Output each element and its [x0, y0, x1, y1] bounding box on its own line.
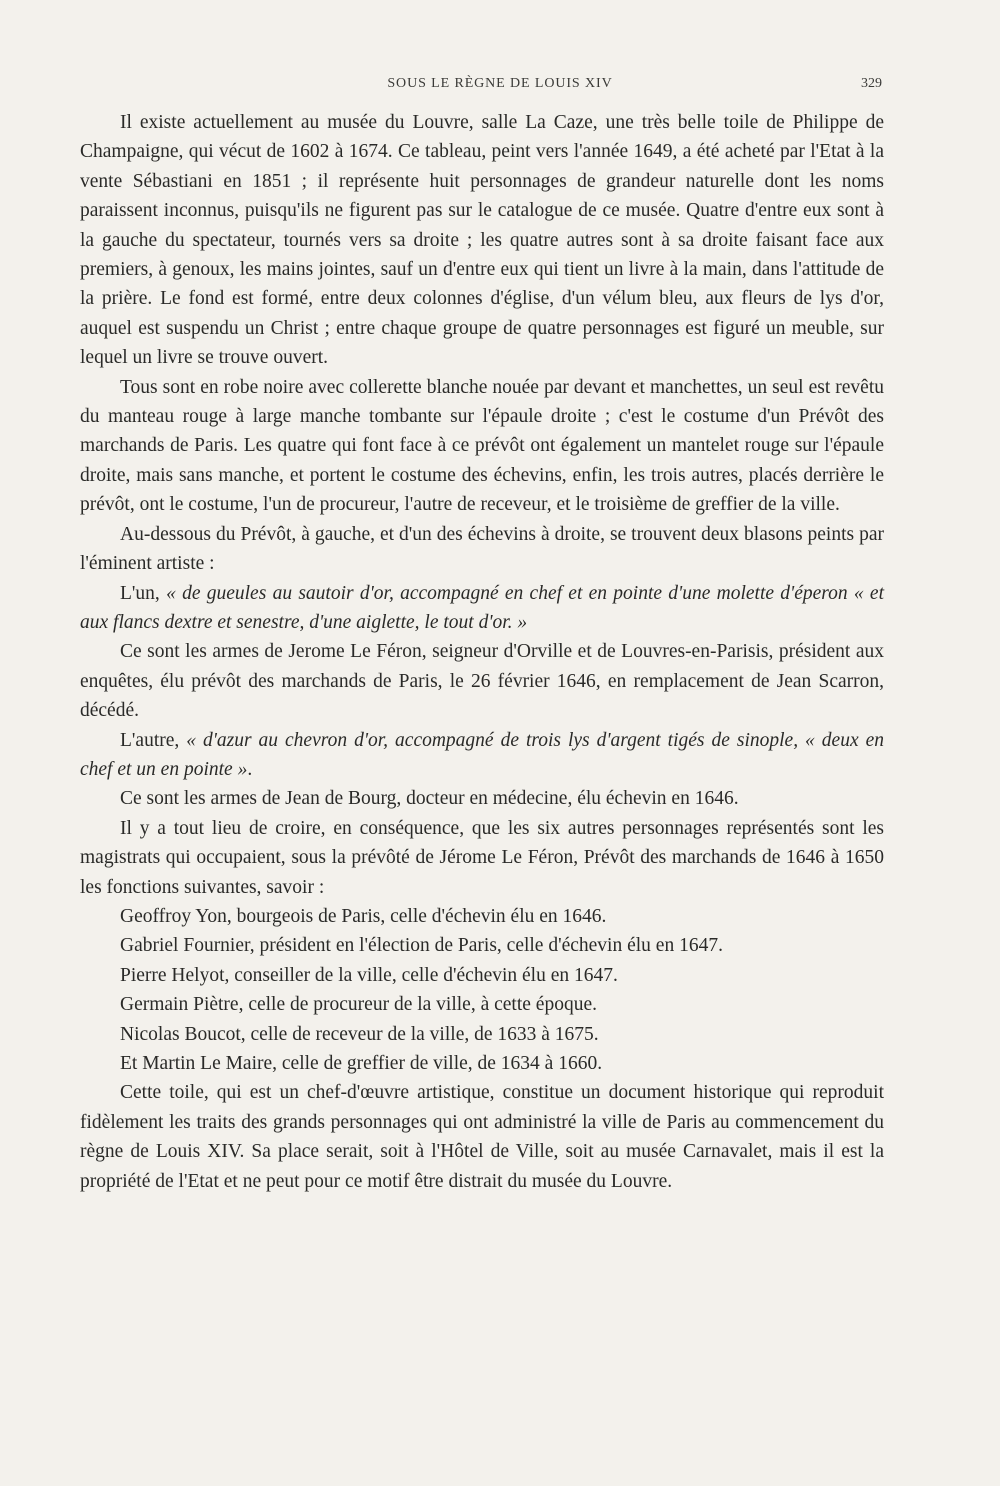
blazon-first-lead: L'un, — [120, 582, 167, 604]
paragraph-conclusion: Cette toile, qui est un chef-d'œuvre artistique, constitue un document historique qui reproduit fidèlement les traits des grands personnages qui ont administré la ville de Paris au commencement du règne de Louis XIV. Sa place serait, soit à l'Hôtel de Ville, soit au musée Carnavalet, mais il est la propriété de l'Etat et ne peut pour ce motif être distrait du musée du Louvre. — [80, 1082, 884, 1192]
blazon-second-tail: . — [247, 758, 253, 780]
list-item: Geoffroy Yon, bourgeois de Paris, celle d'échevin élu en 1646. — [120, 905, 607, 927]
running-head — [0, 76, 1000, 98]
list-item: Germain Piètre, celle de procureur de la ville, à cette époque. — [120, 994, 597, 1016]
running-title: SOUS LE RÈGNE DE LOUIS XIV — [387, 76, 613, 91]
paragraph-blazon-second — [80, 726, 884, 785]
list-item: Gabriel Fournier, président en l'élection de Paris, celle d'échevin élu en 1647. — [120, 935, 723, 957]
list-item: Pierre Helyot, conseiller de la ville, celle d'échevin élu en 1647. — [120, 964, 618, 986]
paragraph-blazon-first — [80, 579, 884, 638]
paragraph-le-feron: Ce sont les armes de Jerome Le Féron, seigneur d'Orville et de Louvres-en-Parisis, président aux enquêtes, élu prévôt des marchands de Paris, le 26 février 1646, en remplacement de Jean Scarron, décédé. — [80, 641, 884, 722]
blazon-first-description: « de gueules au sautoir d'or, accompagné en chef et en pointe d'une molette d'éperon « et aux flancs dextre et senestre, d'une aiglette, le tout d'or. » — [80, 582, 884, 633]
body-text — [80, 108, 884, 1196]
paragraph-painting-description: Il existe actuellement au musée du Louvre, salle La Caze, une très belle toile de Philippe de Champaigne, qui vécut de 1602 à 1674. Ce tableau, peint vers l'année 1649, a été acheté par l'Etat à la vente Sébastiani en 1851 ; il représente huit personnages de grandeur naturelle dont les noms paraissent inconnus, puisqu'ils ne figurent pas sur le catalogue de ce musée. Quatre d'entre eux sont à la gauche du spectateur, tournés vers sa droite ; les quatre autres sont à sa droite faisant face aux premiers, à genoux, les mains jointes, sauf un d'entre eux qui tient un livre à la main, dans l'attitude de la prière. Le fond est formé, entre deux colonnes d'église, d'un vélum bleu, aux fleurs de lys d'or, auquel est suspendu un Christ ; entre chaque groupe de quatre personnages est figuré un meuble, sur lequel un livre se trouve ouvert. — [80, 112, 884, 369]
blazon-second-description: « d'azur au chevron d'or, accompagné de trois lys d'argent tigés de sinople, « deux en chef et un en pointe » — [80, 729, 884, 780]
page-number: 329 — [861, 76, 882, 91]
blazon-second-lead: L'autre, — [120, 729, 187, 751]
paragraph-blazons-intro: Au-dessous du Prévôt, à gauche, et d'un des échevins à droite, se trouvent deux blasons peints par l'éminent artiste : — [80, 523, 884, 575]
paragraph-consequence: Il y a tout lieu de croire, en conséquence, que les six autres personnages représentés sont les magistrats qui occupaient, sous la prévôté de Jérome Le Féron, Prévôt des marchands de 1646 à 1650 les fonctions suivantes, savoir : — [80, 817, 884, 898]
paragraph-de-bourg: Ce sont les armes de Jean de Bourg, docteur en médecine, élu échevin en 1646. — [120, 788, 739, 810]
list-item: Nicolas Boucot, celle de receveur de la ville, de 1633 à 1675. — [120, 1023, 599, 1045]
paragraph-costumes: Tous sont en robe noire avec collerette blanche nouée par devant et manchettes, un seul est revêtu du manteau rouge à large manche tombante sur l'épaule droite ; c'est le costume d'un Prévôt des marchands de Paris. Les quatre qui font face à ce prévôt ont également un mantelet rouge sur l'épaule droite, mais sans manche, et portent le costume des échevins, enfin, les trois autres, placés derrière le prévôt, ont le costume, l'un de procureur, l'autre de receveur, et le troisième de greffier de la ville. — [80, 376, 884, 516]
list-item: Et Martin Le Maire, celle de greffier de ville, de 1634 à 1660. — [120, 1053, 603, 1074]
